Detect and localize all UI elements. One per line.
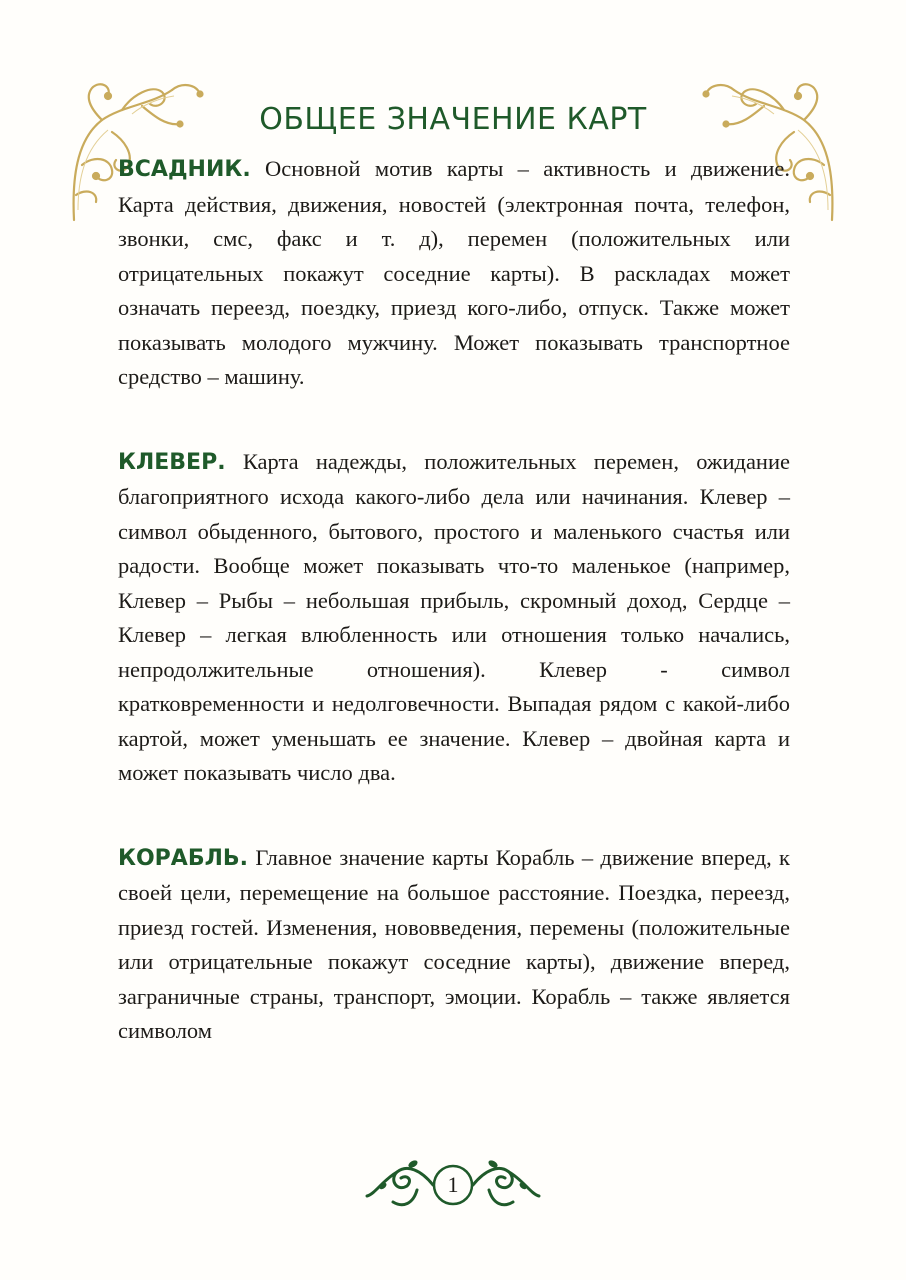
entry-text: Карта надежды, положительных перемен, ожидание благоприятного исхода какого-либо дела или начинания. Клевер – символ обыденного, бытового, простого и маленького счастья или радости. Вообще может показывать что-то маленькое (например, Клевер – Рыбы – небольшая прибыль, скромный доход, Сердце – Клевер – легкая влюбленность или отношения только начались, непродолжительные отношения). Клевер - символ кратковременности и недолговечности. Выпадая рядом с какой-либо картой, может уменьшать ее значение. Клевер – двойная карта и может показывать число два.: [118, 448, 790, 785]
page-number: 1: [447, 1172, 459, 1197]
entry-text: Основной мотив карты – активность и движение. Карта действия, движения, новостей (электронная почта, телефон, звонки, смс, факс и т. д), перемен (положительных или отрицательных покажут соседние карты). В раскладах может означать переезд, поездку, приезд кого-либо, отпуск. Также может показывать молодого мужчину. Может показывать транспортное средство – машину.: [118, 156, 790, 389]
entry-vsadnik: [118, 152, 790, 395]
entry-klever: [118, 445, 790, 791]
entry-term: ВСАДНИК.: [118, 157, 251, 182]
entry-term: КОРАБЛЬ.: [118, 845, 249, 871]
page-title: ОБЩЕЕ ЗНАЧЕНИЕ КАРТ: [259, 102, 647, 137]
entry-text: Главное значение карты Корабль – движение вперед, к своей цели, перемещение на большое расстояние. Поездка, переезд, приезд гостей. Изменения, нововведения, перемены (положительные или отрицательные покажут соседние карты), движение вперед, заграничные страны, транспорт, эмоции. Корабль – также является символом: [118, 844, 790, 1043]
page-footer: [0, 1150, 906, 1220]
entry-term: КЛЕВЕР.: [118, 449, 226, 475]
entry-korabl: [118, 841, 790, 1049]
document-body: [118, 152, 790, 1099]
